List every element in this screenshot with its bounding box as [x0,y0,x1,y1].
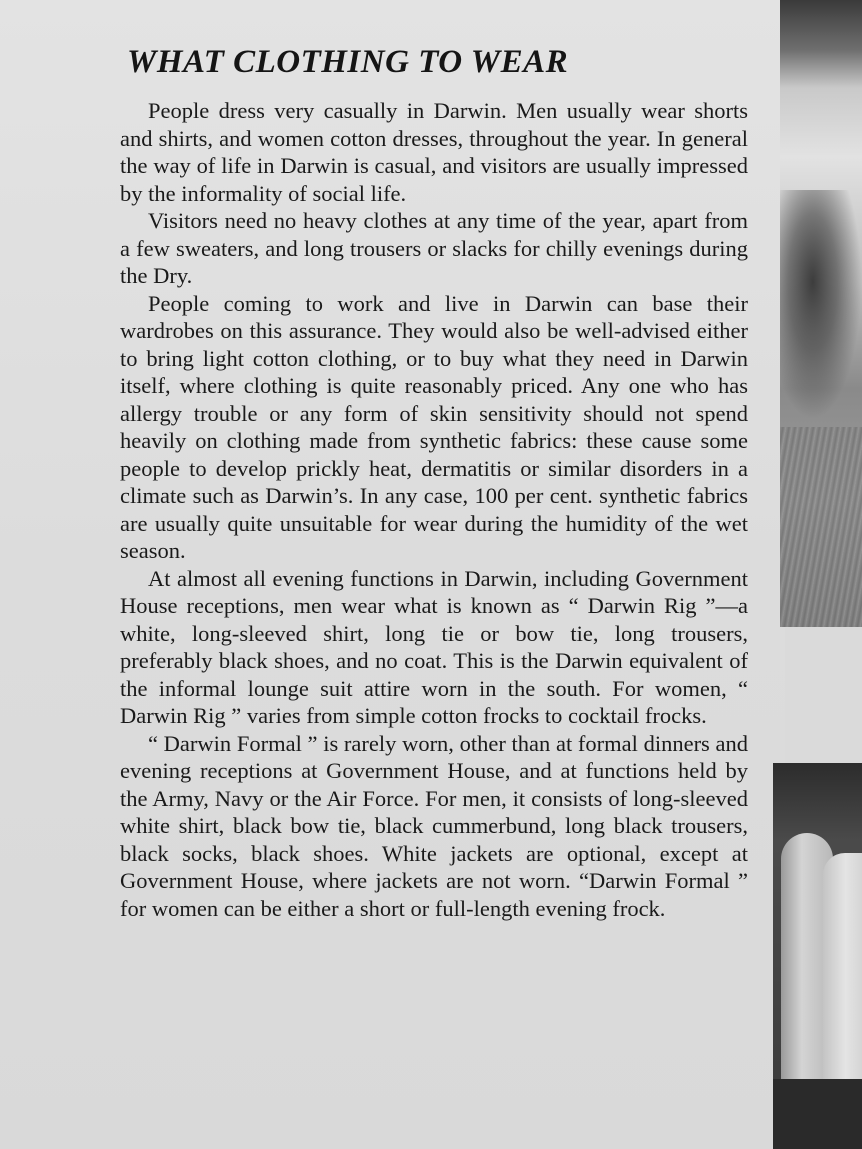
paragraph-visitors: Visitors need no heavy clothes at any time of the year, apart from a few sweaters, and long trousers or slacks for chilly evenings during the Dry. [120,208,748,288]
article-body [120,97,748,922]
paragraph-casual-dress: People dress very casually in Darwin. Men usually wear shorts and shirts, and women cotton dresses, throughout the year. In general the way of life in Darwin is casual, and visitors are usually impressed by the informality of social life. [120,98,748,206]
photo-floor [773,1079,862,1149]
photo-tree-landscape [780,0,862,627]
page-title: WHAT CLOTHING TO WEAR [127,44,569,80]
photo-foliage [780,190,862,420]
paragraph-darwin-rig: At almost all evening functions in Darwin, including Government House receptions, men wear what is known as “ Darwin Rig ”—a white, long-sleeved shirt, long tie or bow tie, long trousers, preferably black shoes, and no coat. This is the Darwin equivalent of the informal lounge suit attire worn in the south. For women, “ Darwin Rig ” varies from simple cotton frocks to cocktail frocks. [120,565,748,728]
photo-ground [780,427,862,627]
paragraph-darwin-formal: “ Darwin Formal ” is rarely worn, other than at formal dinners and evening receptions at Government House, and at functions held by the Army, Navy or the Air Force. For men, it consists of long-sleeved white shirt, black bow tie, black cummerbund, long black trousers, black socks, black shoes. White jackets are optional, except at Government House, where jackets are not worn. “Darwin Formal ” for women can be either a short or full-length evening frock. [120,730,748,921]
paragraph-residents: People coming to work and live in Darwin can base their wardrobes on this assurance. They would also be well-advised either to bring light cotton clothing, or to buy what they need in Darwin itself, where clothing is quite reasonably priced. Any one who has allergy trouble or any form of skin sensitivity should not spend heavily on clothing made from synthetic fabrics: these cause some people to develop prickly heat, dermatitis or similar disorders in a climate such as Darwin’s. In any case, 100 per cent. synthetic fabrics are usually quite unsuitable for wear during the humidity of the wet season. [120,290,748,563]
photo-people-in-white [773,763,862,1149]
